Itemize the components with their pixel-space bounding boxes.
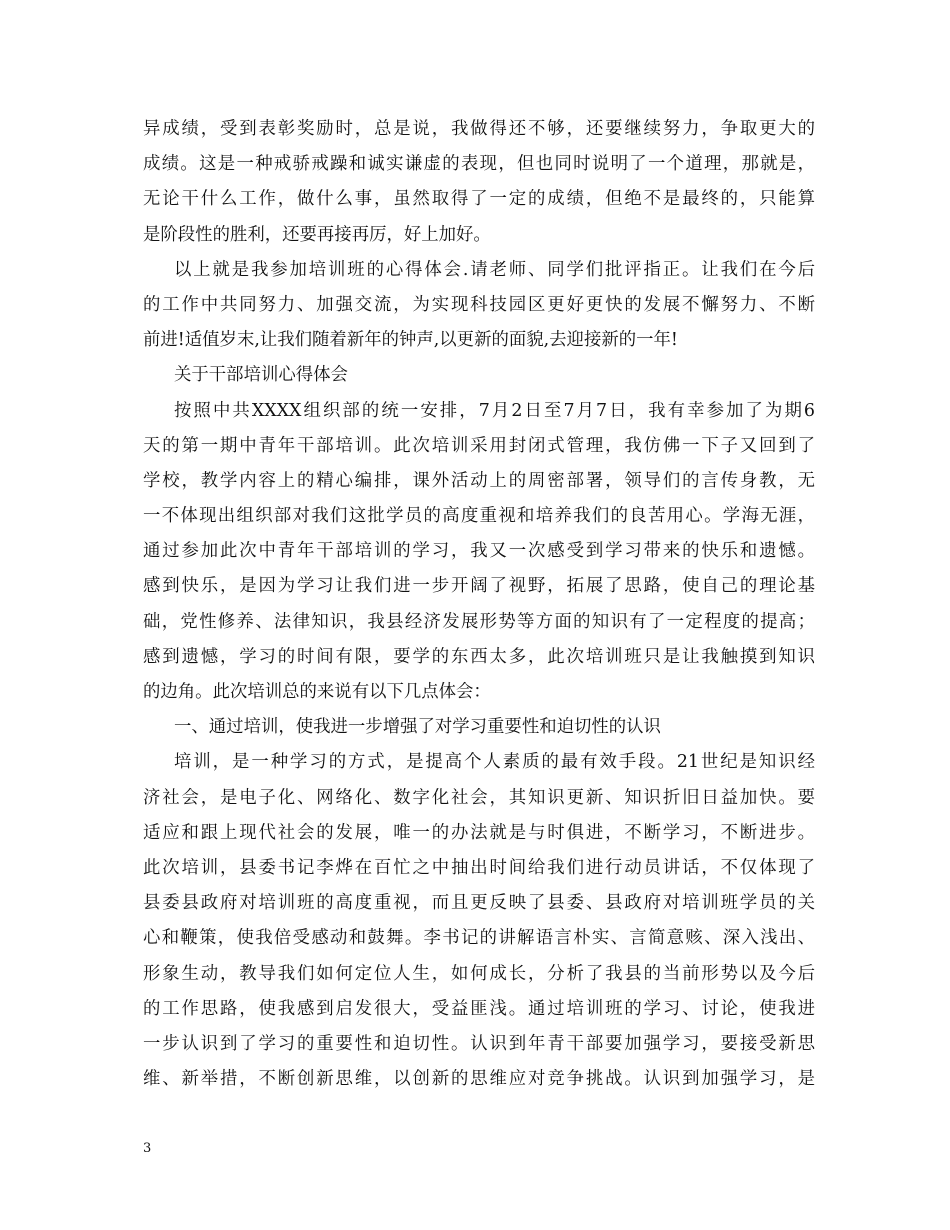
section-heading: 一、通过培训，使我进一步增强了对学习重要性和迫切性的认识 [174, 717, 661, 738]
text-line: 通过参加此次中青年干部培训的学习，我又一次感受到学习带来的快乐和遗憾。 [143, 541, 815, 562]
text-line: 此次培训，县委书记李烨在百忙之中抽出时间给我们进行动员讲话，不仅体现了 [143, 857, 815, 878]
text-line: 一步认识到了学习的重要性和迫切性。认识到年青干部要加强学习，要接受新思 [143, 1033, 815, 1054]
text-line: 形象生动，教导我们如何定位人生，如何成长，分析了我县的当前形势以及今后 [143, 963, 815, 984]
text-line: 培训，是一种学习的方式，是提高个人素质的最有效手段。21世纪是知识经 [174, 752, 815, 773]
text-line: 以上就是我参加培训班的心得体会.请老师、同学们批评指正。让我们在今后 [174, 259, 815, 280]
text-line: 的工作思路，使我感到启发很大，受益匪浅。通过培训班的学习、讨论，使我进 [143, 998, 815, 1019]
text-line: 心和鞭策，使我倍受感动和鼓舞。李书记的讲解语言朴实、言简意赅、深入浅出、 [143, 928, 815, 949]
text-line: 适应和跟上现代社会的发展，唯一的办法就是与时俱进，不断学习，不断进步。 [143, 822, 815, 843]
text-line: 济社会，是电子化、网络化、数字化社会，其知识更新、知识折旧日益加快。要 [143, 787, 815, 808]
section-heading: 关于干部培训心得体会 [174, 365, 348, 386]
text-line: 按照中共XXXX组织部的统一安排，7月2日至7月7日，我有幸参加了为期6 [174, 400, 815, 421]
text-line: 础，党性修养、法律知识，我县经济发展形势等方面的知识有了一定程度的提高； [143, 611, 815, 632]
text-line: 县委县政府对培训班的高度重视，而且更反映了县委、县政府对培训班学员的关 [143, 893, 815, 914]
body-text [143, 112, 815, 1097]
text-line: 的工作中共同努力、加强交流，为实现科技园区更好更快的发展不懈努力、不断 [143, 294, 815, 315]
text-line: 异成绩，受到表彰奖励时，总是说，我做得还不够，还要继续努力，争取更大的 [143, 119, 815, 139]
text-line: 的边角。此次培训总的来说有以下几点体会： [143, 682, 491, 702]
text-line: 维、新举措，不断创新思维，以创新的思维应对竞争挑战。认识到加强学习，是 [143, 1069, 815, 1090]
text-line: 一不体现出组织部对我们这批学员的高度重视和培养我们的良苦用心。学海无涯， [143, 506, 815, 527]
text-line: 前进!适值岁末,让我们随着新年的钟声,以更新的面貌,去迎接新的一年! [143, 330, 678, 351]
text-line: 天的第一期中青年干部培训。此次培训采用封闭式管理，我仿佛一下子又回到了 [143, 435, 815, 456]
text-line: 无论干什么工作，做什么事，虽然取得了一定的成绩，但绝不是最终的，只能算 [143, 189, 815, 210]
text-line: 感到遗憾，学习的时间有限，要学的东西太多，此次培训班只是让我触摸到知识 [143, 646, 815, 667]
text-line: 学校，教学内容上的精心编排，课外活动上的周密部署，领导们的言传身教，无 [143, 470, 815, 491]
text-line: 感到快乐，是因为学习让我们进一步开阔了视野，拓展了思路，使自己的理论基 [143, 576, 815, 597]
page-number: 3 [143, 1141, 152, 1156]
text-line: 是阶段性的胜利，还要再接再厉，好上加好。 [143, 224, 491, 245]
text-line: 成绩。这是一种戒骄戒躁和诚实谦虚的表现，但也同时说明了一个道理，那就是， [143, 154, 815, 175]
